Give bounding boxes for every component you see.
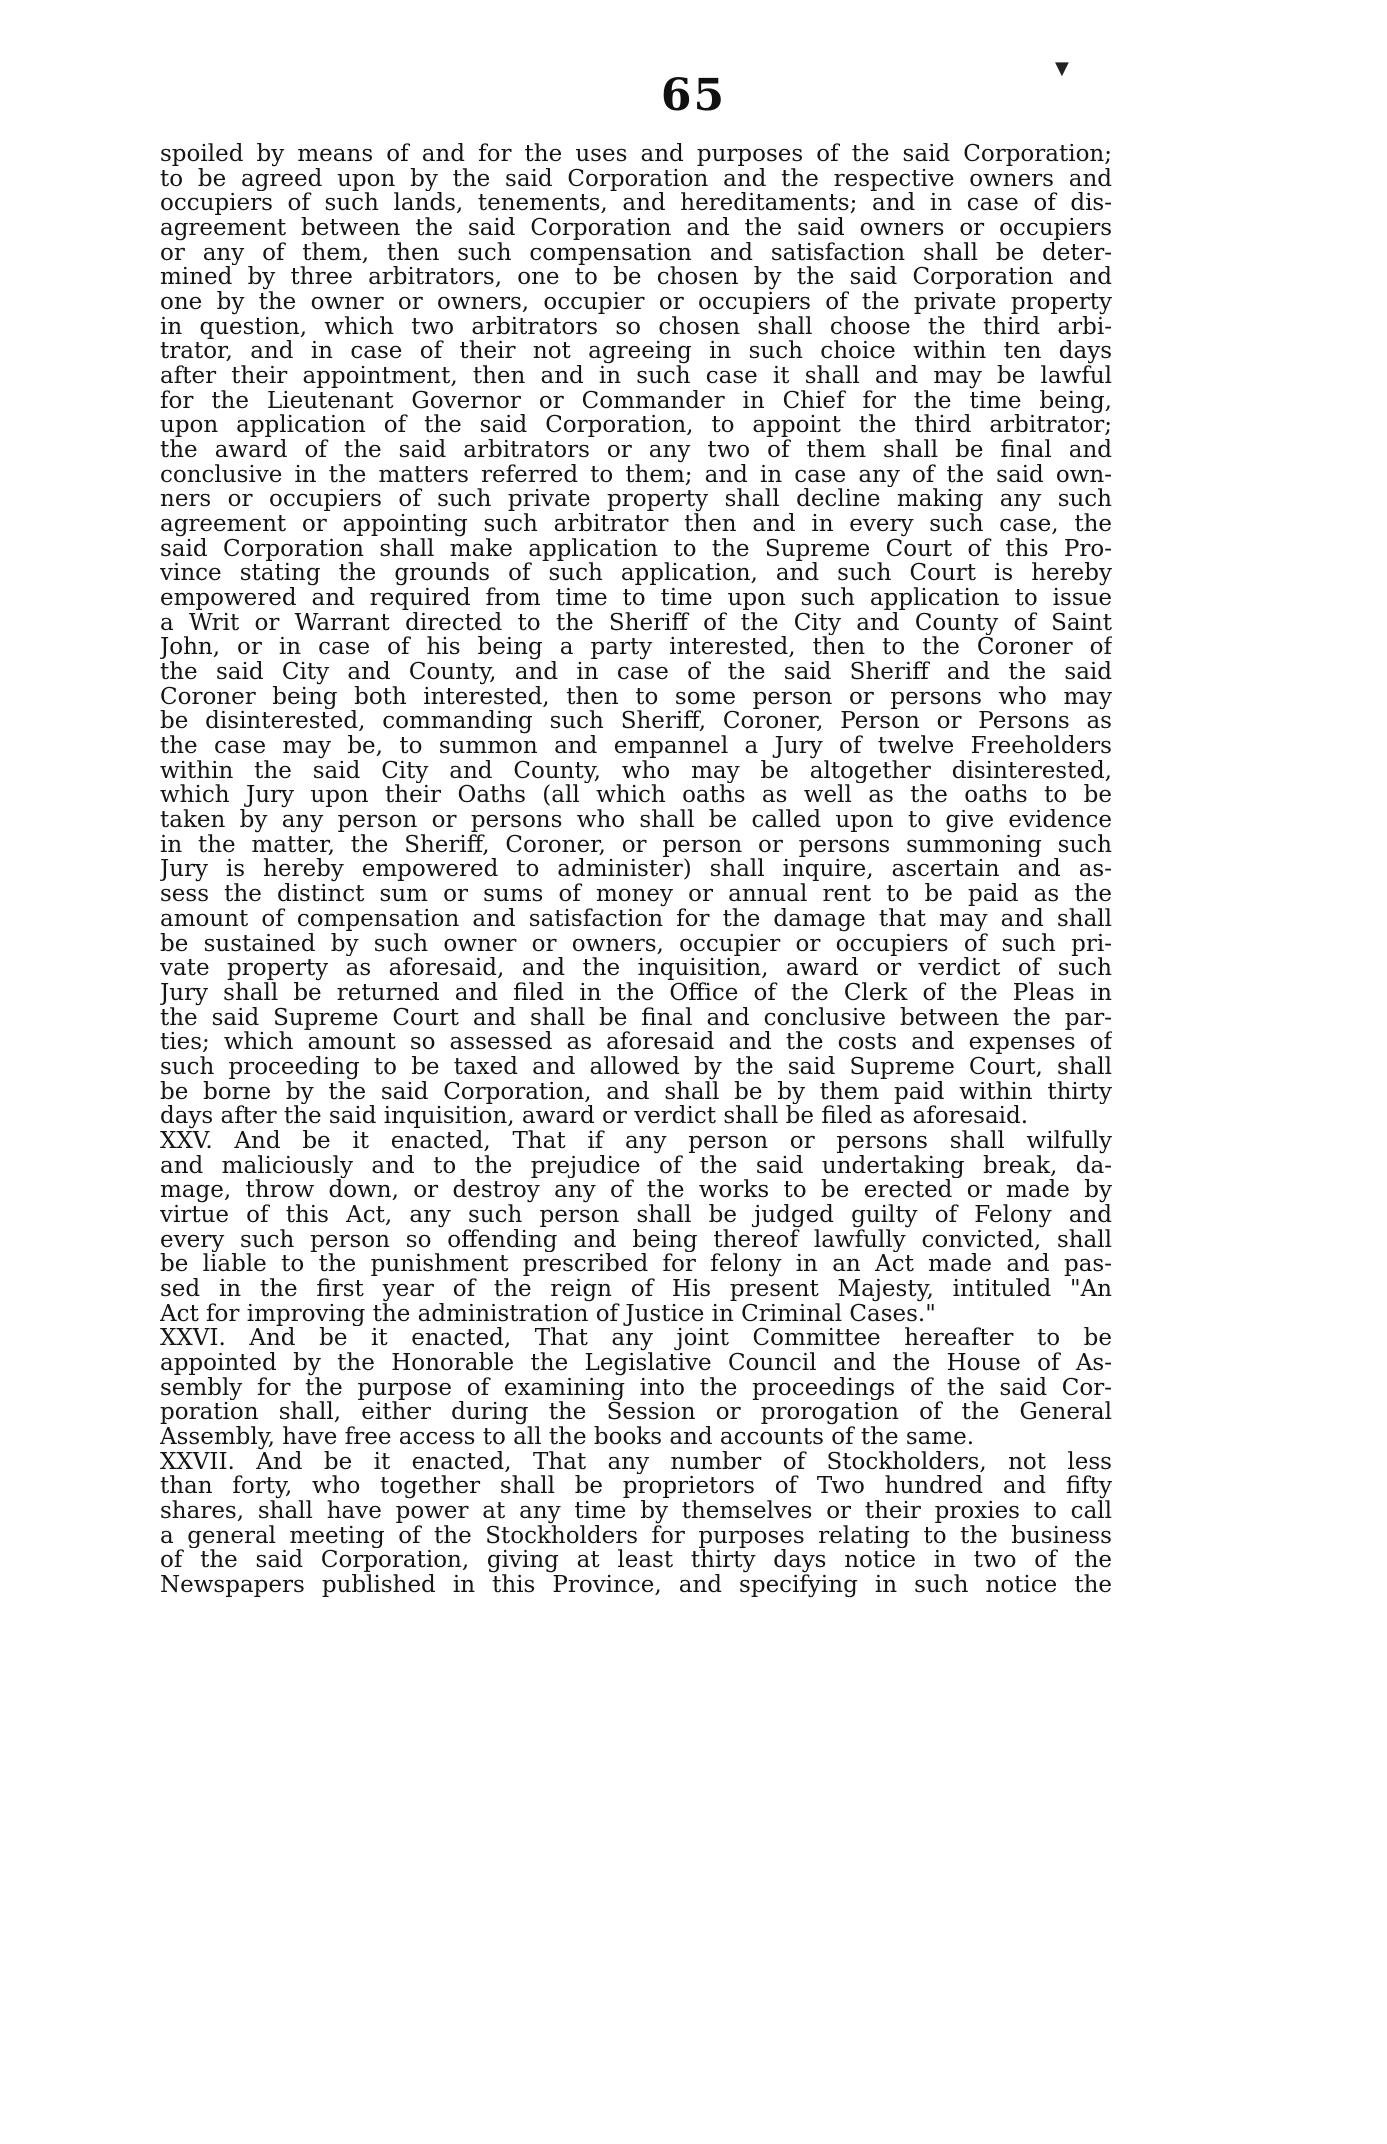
text-line: amount of compensation and satisfaction for the damage that may and shall (160, 906, 1112, 932)
text-line: a Writ or Warrant directed to the Sheriff of the City and County of Saint (160, 610, 1112, 636)
text-line: appointed by the Honorable the Legislative Council and the House of As- (160, 1350, 1112, 1376)
text-line: the case may be, to summon and empannel a Jury of twelve Freeholders (160, 734, 1112, 759)
text-line: Jury is hereby empowered to administer) shall inquire, ascertain and as- (160, 857, 1112, 883)
text-line: spoiled by means of and for the uses and purposes of the said Corporation; (160, 142, 1112, 167)
text-line: Coroner being both interested, then to some person or persons who may (160, 684, 1112, 710)
text-line: sed in the first year of the reign of His present Majesty, intituled "An (160, 1276, 1112, 1302)
text-line: trator, and in case of their not agreeing in such choice within ten days (160, 339, 1112, 365)
text-line: occupiers of such lands, tenements, and hereditaments; and in case of dis- (160, 191, 1112, 217)
text-line: mage, throw down, or destroy any of the works to be erected or made by (160, 1178, 1112, 1203)
text-line: be liable to the punishment prescribed for felony in an Act made and pas- (160, 1252, 1112, 1277)
text-line: John, or in case of his being a party interested, then to the Coroner of (160, 635, 1112, 661)
text-line: every such person so offending and being thereof lawfully convicted, shall (160, 1227, 1112, 1253)
text-line: in the matter, the Sheriff, Coroner, or person or persons summoning such (160, 832, 1112, 858)
text-line: sembly for the purpose of examining into the proceedings of the said Cor- (160, 1375, 1112, 1401)
text-line: said Corporation shall make application to the Supreme Court of this Pro- (160, 536, 1112, 562)
text-line: Jury shall be returned and filed in the Office of the Clerk of the Pleas in (160, 980, 1112, 1006)
text-line: and maliciously and to the prejudice of the said undertaking break, da- (160, 1153, 1112, 1179)
text-line: XXVI. And be it enacted, That any joint Committee hereafter to be (160, 1326, 1112, 1351)
text-line: ties; which amount so assessed as aforesaid and the costs and expenses of (160, 1030, 1112, 1055)
text-line: the award of the said arbitrators or any two of them shall be final and (160, 438, 1112, 463)
text-line: be borne by the said Corporation, and shall be by them paid within thirty (160, 1079, 1112, 1105)
text-line: be sustained by such owner or owners, occupier or occupiers of such pri- (160, 931, 1112, 957)
text-line: agreement between the said Corporation and the said owners or occupiers (160, 216, 1112, 241)
text-line: after their appointment, then and in such case it shall and may be lawful (160, 364, 1112, 389)
text-line: upon application of the said Corporation, to appoint the third arbitrator; (160, 413, 1112, 439)
text-line: a general meeting of the Stockholders for purposes relating to the business (160, 1523, 1112, 1549)
text-line: sess the distinct sum or sums of money or annual rent to be paid as the (160, 882, 1112, 907)
text-line: Act for improving the administration of Justice in Criminal Cases." (160, 1301, 936, 1327)
text-line: Newspapers published in this Province, and specifying in such notice the (160, 1572, 1112, 1598)
text-line: taken by any person or persons who shall be called upon to give evidence (160, 808, 1112, 833)
text-line: shares, shall have power at any time by themselves or their proxies to call (160, 1498, 1112, 1524)
text-line: within the said City and County, who may be altogether disinterested, (160, 758, 1112, 784)
text-line: conclusive in the matters referred to them; and in case any of the said own- (160, 462, 1112, 488)
text-line: be disinterested, commanding such Sheriff, Coroner, Person or Persons as (160, 709, 1112, 735)
text-line: vate property as aforesaid, and the inquisition, award or verdict of such (160, 956, 1112, 981)
text-line: for the Lieutenant Governor or Commander in Chief for the time being, (160, 388, 1112, 414)
text-line: agreement or appointing such arbitrator then and in every such case, the (160, 512, 1112, 537)
text-line: poration shall, either during the Session or prorogation of the General (160, 1400, 1112, 1425)
text-line: which Jury upon their Oaths (all which oaths as well as the oaths to be (160, 783, 1112, 809)
text-line: of the said Corporation, giving at least thirty days notice in two of the (160, 1548, 1112, 1573)
page-number: 65 (660, 70, 727, 121)
text-line: vince stating the grounds of such application, and such Court is hereby (160, 561, 1112, 587)
text-line: the said City and County, and in case of the said Sheriff and the said (160, 660, 1112, 685)
text-line: in question, which two arbitrators so chosen shall choose the third arbi- (160, 314, 1112, 340)
text-line: XXV. And be it enacted, That if any person or persons shall wilfully (160, 1128, 1112, 1154)
text-line: Assembly, have free access to all the books and accounts of the same. (160, 1424, 975, 1450)
text-line: XXVII. And be it enacted, That any number of Stockholders, not less (160, 1449, 1112, 1475)
text-line: virtue of this Act, any such person shall be judged guilty of Felony and (160, 1202, 1112, 1228)
body-text (160, 142, 1112, 1598)
text-line: ners or occupiers of such private property shall decline making any such (160, 487, 1112, 513)
text-line: the said Supreme Court and shall be final and conclusive between the par- (160, 1005, 1112, 1031)
text-line: days after the said inquisition, award or verdict shall be filed as aforesaid. (160, 1104, 1029, 1129)
text-line: mined by three arbitrators, one to be chosen by the said Corporation and (160, 265, 1112, 291)
corner-mark: ▼ (1055, 58, 1069, 79)
text-line: or any of them, then such compensation and satisfaction shall be deter- (160, 240, 1112, 266)
text-line: such proceeding to be taxed and allowed by the said Supreme Court, shall (160, 1054, 1112, 1080)
text-line: empowered and required from time to time upon such application to issue (160, 586, 1112, 611)
text-line: one by the owner or owners, occupier or occupiers of the private property (160, 290, 1112, 315)
text-line: to be agreed upon by the said Corporation and the respective owners and (160, 166, 1112, 192)
text-line: than forty, who together shall be proprietors of Two hundred and fifty (160, 1474, 1112, 1499)
